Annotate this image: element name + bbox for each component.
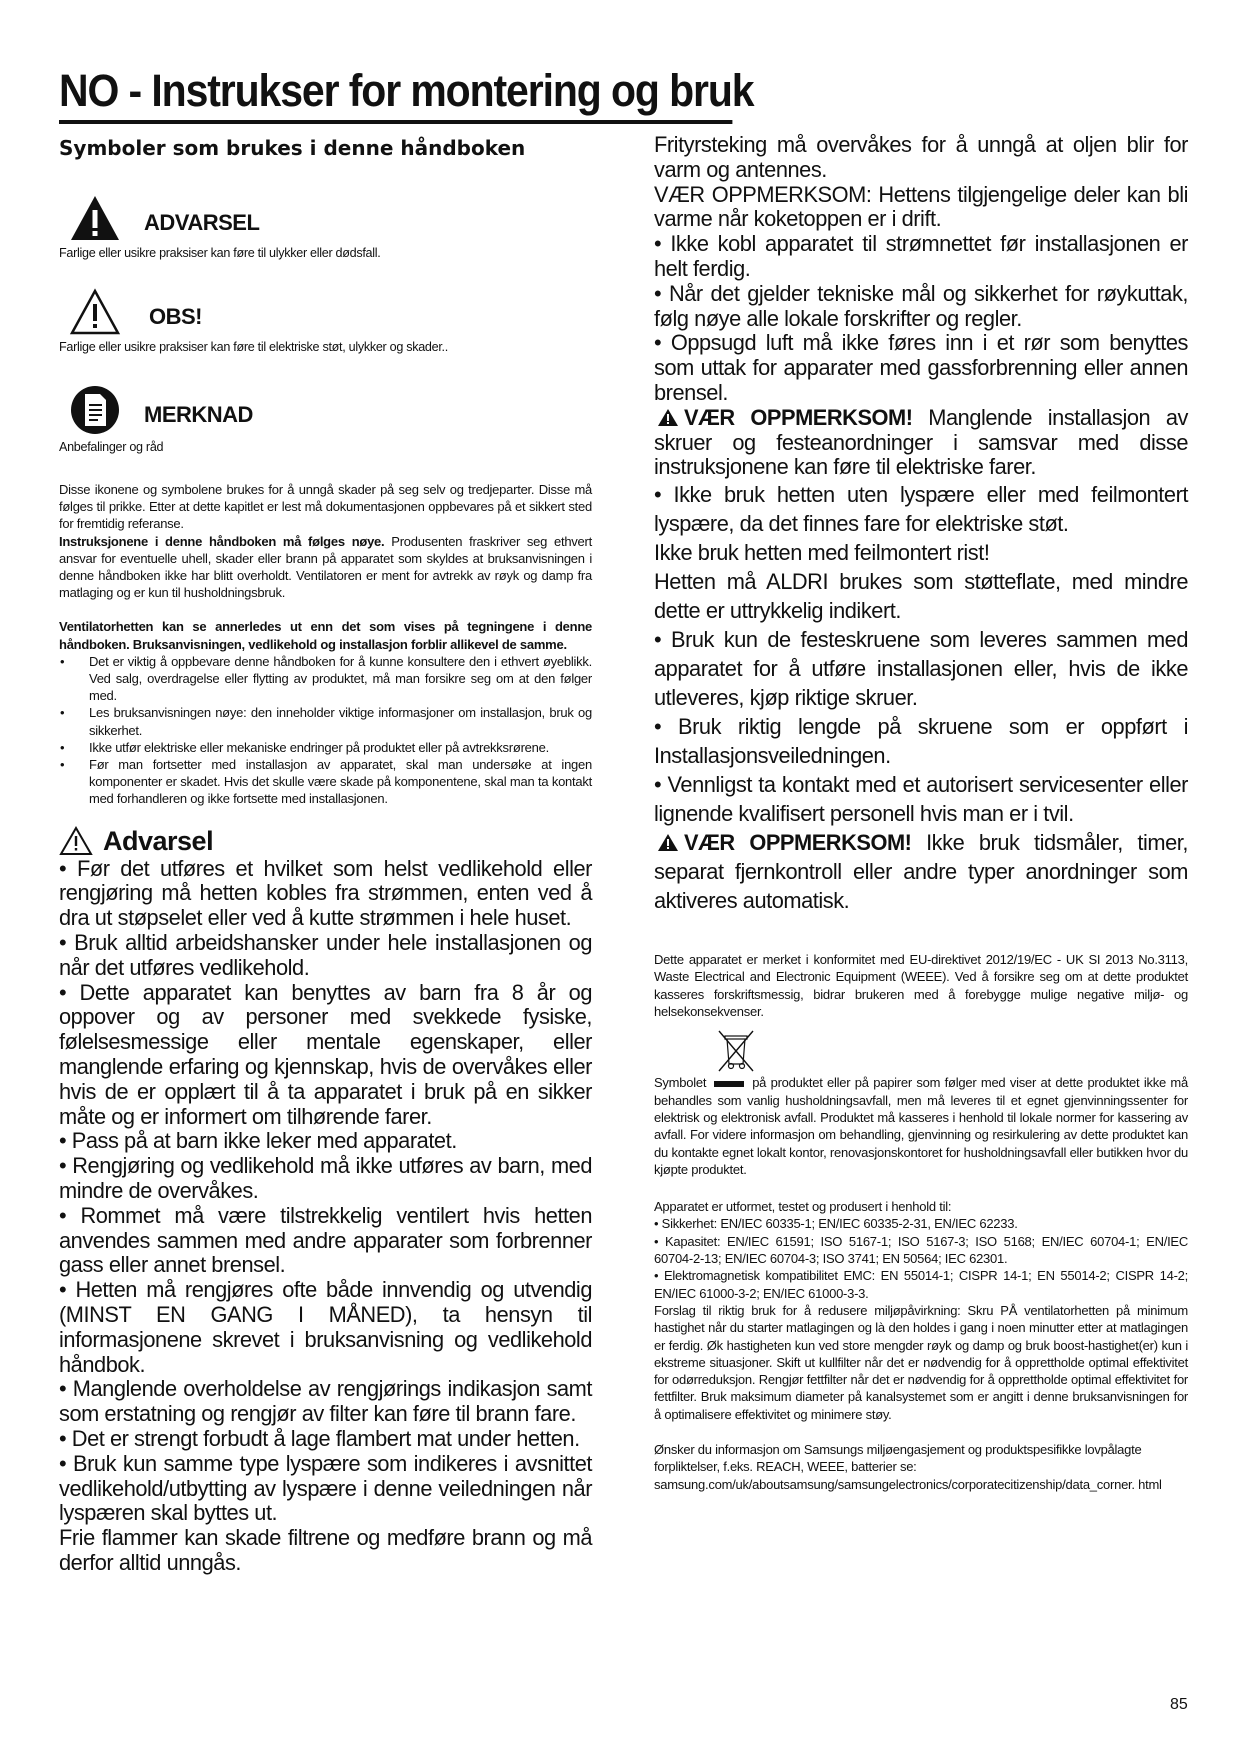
attention-label: VÆR OPPMERKSOM!: [684, 404, 913, 430]
note-desc: Anbefalinger og råd: [59, 440, 164, 454]
list-item: • Les bruksanvisningen nøye: den inneholder viktige informasjoner om installasjon, bruk og sikkerhet.: [59, 704, 592, 738]
warning-icon: [658, 834, 678, 851]
warning-label: ADVARSEL: [144, 210, 260, 235]
symbols-heading: Symboler som brukes i denne håndboken: [59, 136, 526, 160]
note-symbol-block: [59, 384, 592, 470]
standards-intro: Apparatet er utformet, testet og produsert i henhold til:: [654, 1199, 952, 1215]
safety-paragraph: • Når det gjelder tekniske mål og sikkerhet for røykuttak, følg nøye alle lokale forskrifter og regler.: [654, 280, 1188, 331]
warning-symbol-block: [59, 194, 592, 280]
advarsel-paragraph: • Bruk alltid arbeidshansker under hele installasjonen og når det utføres vedlikehold.: [59, 930, 592, 980]
safety-paragraph: VÆR OPPMERKSOM: Hettens tilgjengelige deler kan bli varme når koketoppen er i drift.: [654, 181, 1188, 232]
safety-paragraph: • Bruk kun de festeskruene som leveres sammen med apparatet for å utføre installasjonen eller, hvis de ikke utleveres, kjøp riktige skruer.: [654, 627, 1188, 711]
weee-symbol-paragraph: Symbolet på produktet eller på papirer som følger med viser at dette produktet ikke må behandles som vanlig husholdningsavfall, men må leveres til et egnet gjenvinningssenter for elektrisk og elektronisk avfall. Produktet må kasseres i henhold til lokale normer for kassering av avfall. For videre informasjon om behandling, gjenvinning og resirkulering av dette produktet kan du kontakte egnet lokalt kontor, renovasjonskontoret for husholdningsavfall eller butikken hvor du kjøpte produktet.: [654, 1075, 1188, 1177]
list-item: • Det er viktig å oppbevare denne håndboken for å kunne konsultere den i ethvert øyeblikk. Ved salg, overdragelse eller flytting av produktet, må man forsikre seg om at den følger med.: [59, 653, 592, 705]
attention-paragraph: VÆR OPPMERKSOM! Ikke bruk tidsmåler, timer, separat fjernkontroll eller andre typer anordninger som aktiveres automatisk.: [654, 830, 1188, 914]
page-number: 85: [1170, 1696, 1188, 1713]
caution-symbol-block: [59, 288, 592, 374]
safety-paragraph: • Ikke bruk hetten uten lyspære eller med feilmontert lyspære, da det finnes fare for elektriske støt.: [654, 482, 1188, 537]
advarsel-paragraph: • Det er strengt forbudt å lage flambert mat under hetten.: [59, 1425, 580, 1451]
advarsel-paragraph: • Før det utføres et hvilket som helst vedlikehold eller rengjøring må hetten kobles fra strømmen, enten ved å dra ut støpselet eller ved å kutte strømmen i hele huset.: [59, 855, 592, 931]
safety-paragraph: • Vennligst ta kontakt med et autorisert servicesenter eller lignende kvalifisert personell hvis man er i tvil.: [654, 772, 1188, 827]
samsung-info-paragraph: Ønsker du informasjon om Samsungs miljøengasjement og produktspesifikke lovpålagte forpliktelser, f.eks. REACH, WEEE, batterier se: samsung.com/uk/aboutsamsung/samsungelectronics/corporatecitizenship/data_corner. html: [654, 1441, 1162, 1492]
advarsel-heading: Advarsel: [59, 826, 592, 857]
left-column: [59, 136, 592, 1576]
safety-paragraph: Ikke bruk hetten med feilmontert rist!: [654, 540, 990, 566]
advarsel-paragraph: • Manglende overholdelse av rengjørings indikasjon samt som erstatning og rengjør av filter kan føre til brann fare.: [59, 1376, 592, 1427]
advarsel-paragraph: • Rengjøring og vedlikehold må ikke utføres av barn, med mindre de overvåkes.: [59, 1153, 592, 1204]
warning-icon: [658, 409, 678, 426]
note-label: MERKNAD: [144, 402, 253, 427]
standards-item: • Kapasitet: EN/IEC 61591; ISO 5167-1; ISO 5167-3; ISO 5168; EN/IEC 60704-1; EN/IEC 60704-2-13; EN/IEC 60704-3; ISO 3741; EN 50564; IEC 62301.: [654, 1233, 1188, 1267]
list-item: • Før man fortsetter med installasjon av apparatet, skal man undersøke at ingen komponenter er skadet. Hvis det skulle være skade på komponentene, skal man ta kontakt med forhandleren og ikke fortsette med installasjonen.: [59, 756, 592, 808]
page-title: NO - Instrukser for montering og bruk: [59, 62, 732, 124]
intro-bullets: [59, 653, 592, 808]
eco-usage-paragraph: Forslag til riktig bruk for å redusere miljøpåvirkning: Skru PÅ ventilatorhetten på minimum hastighet når du starter matlagingen og là den holdes i gang i noen minutter etter at matlagingen er ferdig. Øk hastigheten kun ved store mengder røyk og damp og bruk boost-hastighet(er) kun i ekstreme situasjoner. Skift ut kullfilter når det er nødvendig for å opprettholde optimal effektivitet for odørreduksjon. Rengjør fettfilter når det er nødvendig for å opprettholde optimal effektivitet for fettfilter. Bruk maksimum diameter på kanalsystemet som er angitt i denne bruksanvisningen for å optimalisere effektivitet og minimere støy.: [654, 1302, 1188, 1422]
attention-paragraph: VÆR OPPMERKSOM! Manglende installasjon av skruer og festeanordninger i samsvar med disse instruksjonene kan føre til elektriske farer.: [654, 404, 1188, 480]
weee-crossed-bin-icon: [716, 1028, 756, 1074]
advarsel-list: [59, 857, 592, 1576]
safety-paragraph: • Ikke kobl apparatet til strømnettet før installasjonen er helt ferdig.: [654, 231, 1188, 281]
caution-label: OBS!: [149, 304, 202, 329]
intro-paragraph: Disse ikonene og symbolene brukes for å unngå skader på seg selv og tredjeparter. Disse må følges til prikke. Etter at dette kapitlet er lest må dokumentasjonen oppbevares på et sikkert sted for fremtidig referanse. Instruksjonene i denne håndboken må følges nøye. Produsenten fraskriver seg ethvert ansvar for eventuelle uhell, skader eller brann på apparatet som skyldes at bruksanvisningen i denne håndboken ikke har blitt overholdt. Ventilatoren er ment for avtrekk av røyk og damp fra matlaging og er kun til husholdningsbruk.: [59, 482, 592, 601]
advarsel-paragraph: • Pass på at barn ikke leker med apparatet.: [59, 1128, 457, 1154]
safety-paragraph: Frityrsteking må overvåkes for å unngå at oljen blir for varm og antennes.: [654, 132, 1188, 182]
warning-icon: [69, 194, 121, 242]
intro-bold: Instruksjonene i denne håndboken må følges nøye.: [59, 533, 385, 549]
safety-paragraph: • Oppsugd luft må ikke føres inn i et rør som benyttes som uttak for apparater med gassforbrenning eller annen brensel.: [654, 330, 1188, 405]
weee-bar-symbol: [714, 1081, 744, 1087]
weee-paragraph: Dette apparatet er merket i konformitet med EU-direktivet 2012/19/EC - UK SI 2013 No.3113, Waste Electrical and Electronic Equipment (WEEE). Ved å forsikre seg om at dette produktet kasseres forskriftsmessig, bidrar brukeren med å forebygge mulige negative miljø- og helsekonsekvenser.: [654, 952, 1188, 1020]
advarsel-paragraph: • Hetten må rengjøres ofte både innvendig og utvendig (MINST EN GANG I MÅNED), ta hensyn til informasjonene skrevet i bruksanvisning og vedlikehold håndbok.: [59, 1277, 592, 1377]
advarsel-paragraph: Frie flammer kan skade filtrene og medføre brann og må derfor alltid unngås.: [59, 1525, 592, 1575]
standards-item: • Sikkerhet: EN/IEC 60335-1; EN/IEC 60335-2-31, EN/IEC 62233.: [654, 1216, 1018, 1232]
safety-paragraph: • Bruk riktig lengde på skruene som er oppført i Installasjonsveiledningen.: [654, 714, 1188, 769]
caution-icon: [69, 288, 121, 336]
bold-note: Ventilatorhetten kan se annerledes ut enn det som vises på tegningene i denne håndboken. Bruksanvisningen, vedlikehold og installasjon forblir allikevel de samme.: [59, 619, 592, 652]
warning-desc: Farlige eller usikre praksiser kan føre til ulykker eller dødsfall.: [59, 246, 381, 260]
advarsel-paragraph: • Rommet må være tilstrekkelig ventilert hvis hetten anvendes sammen med andre apparater som forbrenner gass eller annet brensel.: [59, 1202, 592, 1278]
list-item: • Ikke utfør elektriske eller mekaniske endringer på produktet eller på avtrekksrørene.: [59, 739, 592, 756]
caution-desc: Farlige eller usikre praksiser kan føre til elektriske støt, ulykker og skader..: [59, 340, 448, 354]
advarsel-paragraph: • Bruk kun samme type lyspære som indikeres i avsnittet vedlikehold/utbytting av lyspære i denne veiledningen når lyspæren skal byttes ut.: [59, 1450, 592, 1526]
standards-item: • Elektromagnetisk kompatibilitet EMC: EN 55014-1; CISPR 14-1; EN 55014-2; CISPR 14-2; EN/IEC 61000-3-2; EN/IEC 61000-3-3.: [654, 1268, 1188, 1301]
note-document-icon: [69, 384, 121, 436]
advarsel-paragraph: • Dette apparatet kan benyttes av barn fra 8 år og oppover og av personer med svekkede fysiske, følelsesmessige eller mentale egenskaper, eller manglende erfaring og kjennskap, hvis de overvåkes eller hvis de er opplært til å ta apparatet i bruk på en sikker måte og er informert om tilhørende farer.: [59, 979, 592, 1129]
safety-paragraph: Hetten må ALDRI brukes som støtteflate, med mindre dette er uttrykkelig indikert.: [654, 569, 1188, 624]
caution-icon: [59, 826, 93, 856]
right-column: [654, 133, 1188, 1493]
safety-list-b: [654, 480, 1188, 828]
attention-label: VÆR OPPMERKSOM!: [684, 830, 912, 856]
